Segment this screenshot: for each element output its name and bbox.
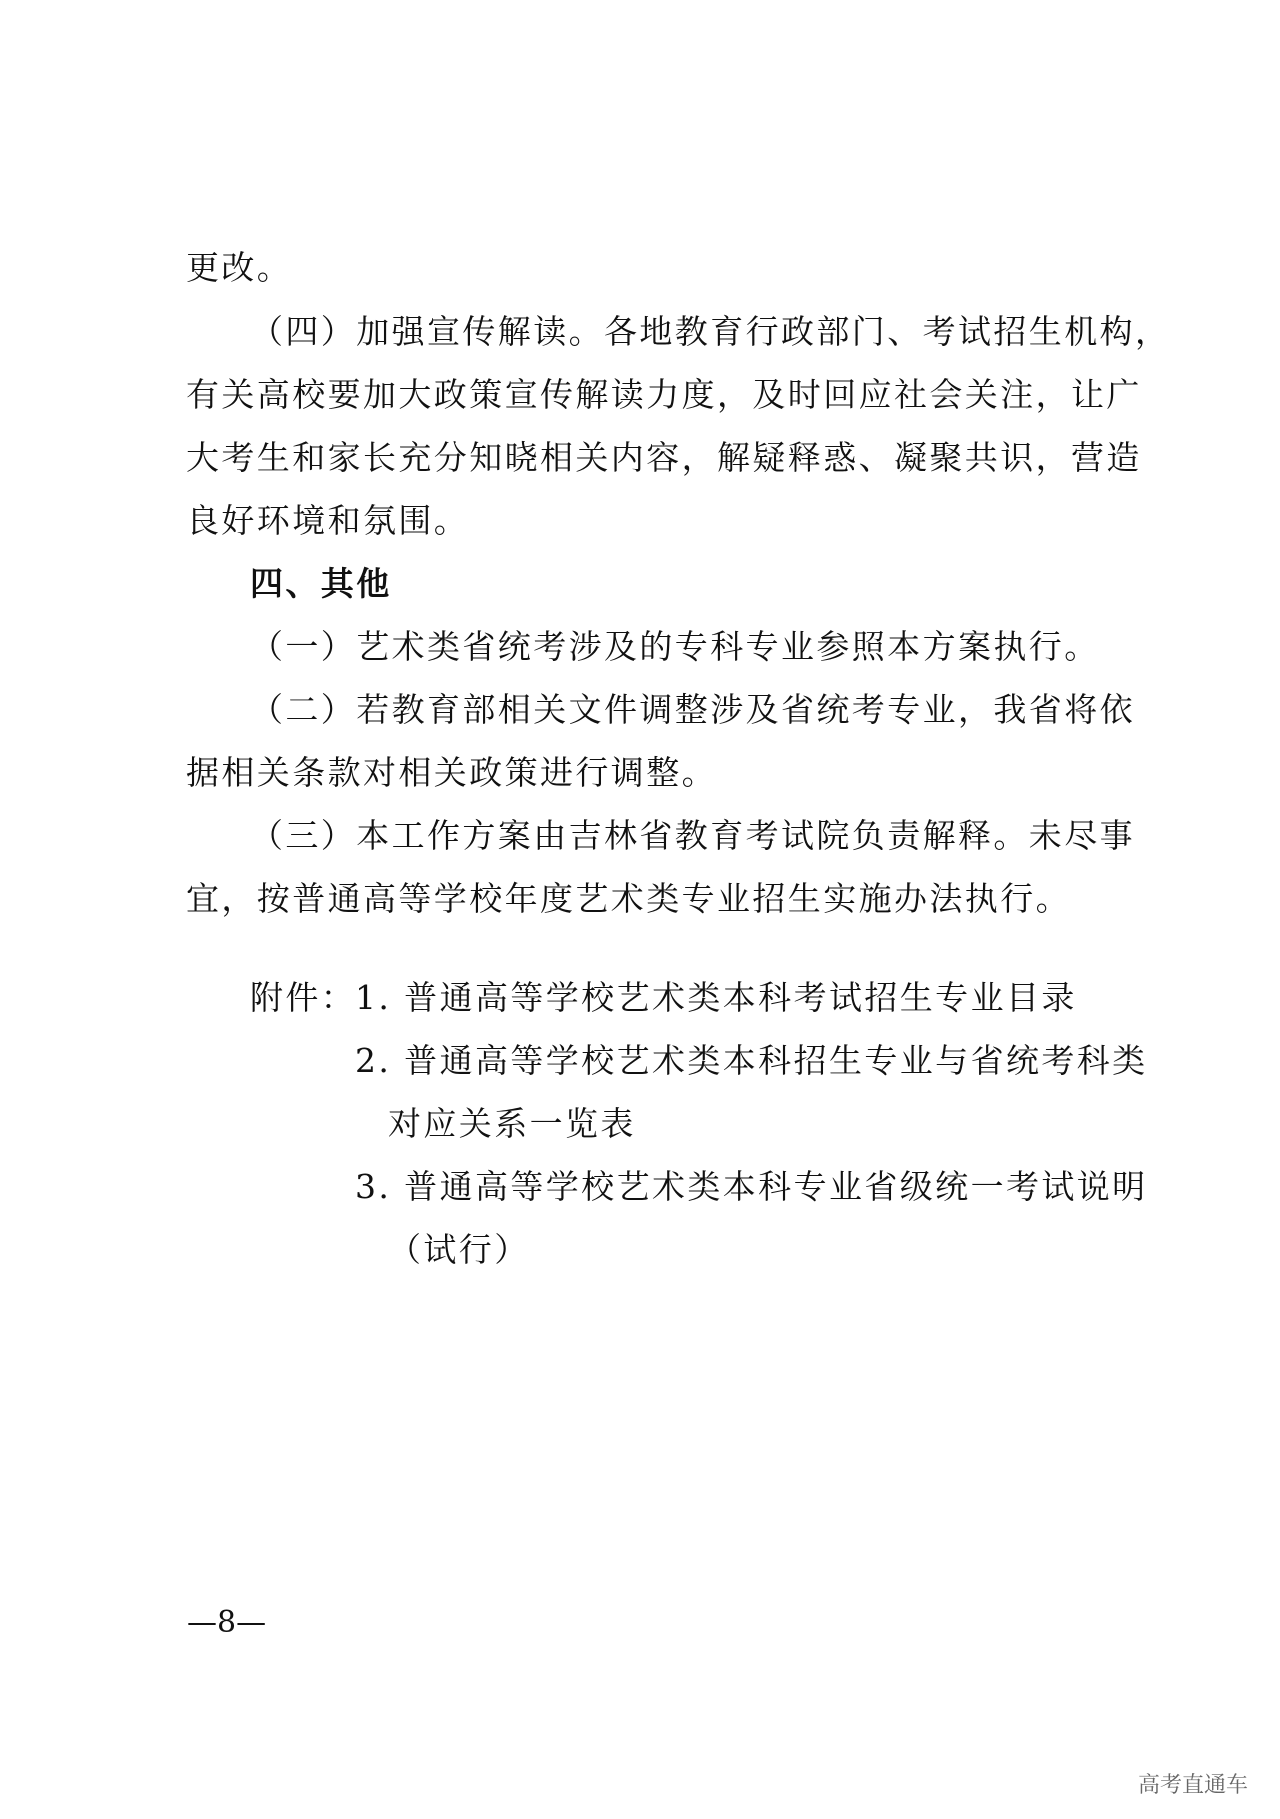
attachments-label: 附件： [250, 978, 357, 1017]
attachment-item-2-line-1: 2. 普通高等学校艺术类本科招生专业与省统考科类 [355, 1041, 1148, 1080]
other-item-2-line-1: （二）若教育部相关文件调整涉及省统考专业，我省将依 [250, 690, 1135, 729]
attachment-item-3-line-2: （试行） [388, 1230, 530, 1269]
other-item-3-line-2: 宜，按普通高等学校年度艺术类专业招生实施办法执行。 [186, 879, 1071, 918]
paragraph-4-line-3: 大考生和家长充分知晓相关内容，解疑释惑、凝聚共识，营造 [186, 438, 1142, 477]
other-item-1: （一）艺术类省统考涉及的专科专业参照本方案执行。 [250, 627, 1100, 666]
other-item-3-line-1: （三）本工作方案由吉林省教育考试院负责解释。未尽事 [250, 816, 1135, 855]
attachment-item-2-line-2: 对应关系一览表 [388, 1104, 636, 1143]
paragraph-4-line-1: （四）加强宣传解读。各地教育行政部门、考试招生机构， [250, 312, 1171, 351]
page-number: —8— [187, 1605, 267, 1640]
paragraph-4-line-4: 良好环境和氛围。 [186, 501, 470, 540]
paragraph-4-line-2: 有关高校要加大政策宣传解读力度，及时回应社会关注，让广 [186, 375, 1142, 414]
continuation-line: 更改。 [186, 248, 293, 287]
attachment-item-3-line-1: 3. 普通高等学校艺术类本科专业省级统一考试说明 [355, 1167, 1148, 1206]
other-item-2-line-2: 据相关条款对相关政策进行调整。 [186, 753, 717, 792]
attachment-item-1: 1. 普通高等学校艺术类本科考试招生专业目录 [355, 978, 1077, 1017]
section-heading: 四、其他 [250, 564, 392, 603]
watermark-text: 高考直通车 [1137, 1773, 1248, 1798]
